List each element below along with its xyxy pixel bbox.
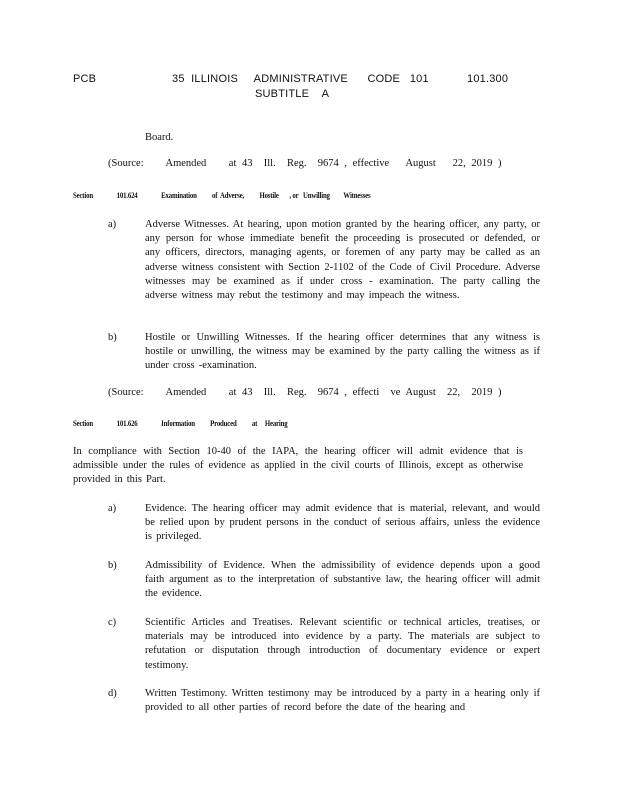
header-subtitle: SUBTITLE A (255, 88, 330, 100)
evidence-paragraph: Evidence. The hearing officer may admit evidence that is material, relevant, and would be relied upon by prudent persons in the conduct of serious affairs, unless the evidence is privileged. (145, 503, 540, 543)
section-title: Examination of Adverse, Hostile , or Unwilling Witnesses (161, 191, 371, 200)
admissibility-paragraph: Admissibility of Evidence. When the admissibility of evidence depends upon a good faith argument as to the interpretation of substantive law, the hearing officer will admit the evidence. (145, 560, 540, 600)
section-label: Section (73, 419, 93, 428)
section-number: 101.624 (116, 191, 138, 200)
header-part-number: 101.300 (467, 73, 509, 85)
board-text: Board. (145, 132, 174, 143)
item-label-d: d) (108, 688, 117, 699)
item-label-c: c) (108, 617, 117, 628)
source-note-1: (Source: Amended at 43 Ill. Reg. 9674 , effective August 22, 2019 ) (108, 158, 502, 169)
hostile-witnesses-paragraph: Hostile or Unwilling Witnesses. If the hearing officer determines that any witness is hostile or unwilling, the witness may be examined by the party calling the witness as if under cross -examination. (145, 332, 540, 372)
item-label-a: a) (108, 219, 117, 230)
written-testimony-paragraph: Written Testimony. Written testimony may be introduced by a party in a hearing only if provided to all other parties of record before the date of the hearing and (145, 688, 540, 714)
section-626-intro: In compliance with Section 10-40 of the IAPA, the hearing officer will admit evidence that is admissible under the rules of evidence as applied in the civil courts of Illinois, except as otherwise provided in this Part. (73, 446, 523, 486)
section-626-heading (73, 419, 287, 428)
adverse-witnesses-paragraph: Adverse Witnesses. At hearing, upon motion granted by the hearing officer, any party, or any person for whose immediate benefit the proceeding is prosecuted or defended, or any officers, directors, managing agents, or foremen of any party may be called as an adverse witness consistent with Section 2-1102 of the Code of Civil Procedure. Adverse witnesses may be examined as if under cross - examination. The party calling the adverse witness may rebut the testimony and may impeach the witness. (145, 219, 540, 302)
item-label-b: b) (108, 560, 117, 571)
item-label-b: b) (108, 332, 117, 343)
section-title: Information Produced at Hearing (161, 419, 288, 428)
section-624-heading (73, 191, 371, 200)
header-title: 35 ILLINOIS ADMINISTRATIVE CODE 101 (172, 73, 429, 85)
item-label-a: a) (108, 503, 117, 514)
header-agency: PCB (73, 73, 97, 85)
section-number: 101.626 (116, 419, 138, 428)
section-label: Section (73, 191, 93, 200)
source-note-2: (Source: Amended at 43 Ill. Reg. 9674 , effecti ve August 22, 2019 ) (108, 387, 502, 398)
scientific-articles-paragraph: Scientific Articles and Treatises. Relevant scientific or technical articles, treatises, or materials may be introduced into evidence by a party. The materials are subject to refutation or disputation through introduction of documentary evidence or expert testimony. (145, 617, 540, 671)
